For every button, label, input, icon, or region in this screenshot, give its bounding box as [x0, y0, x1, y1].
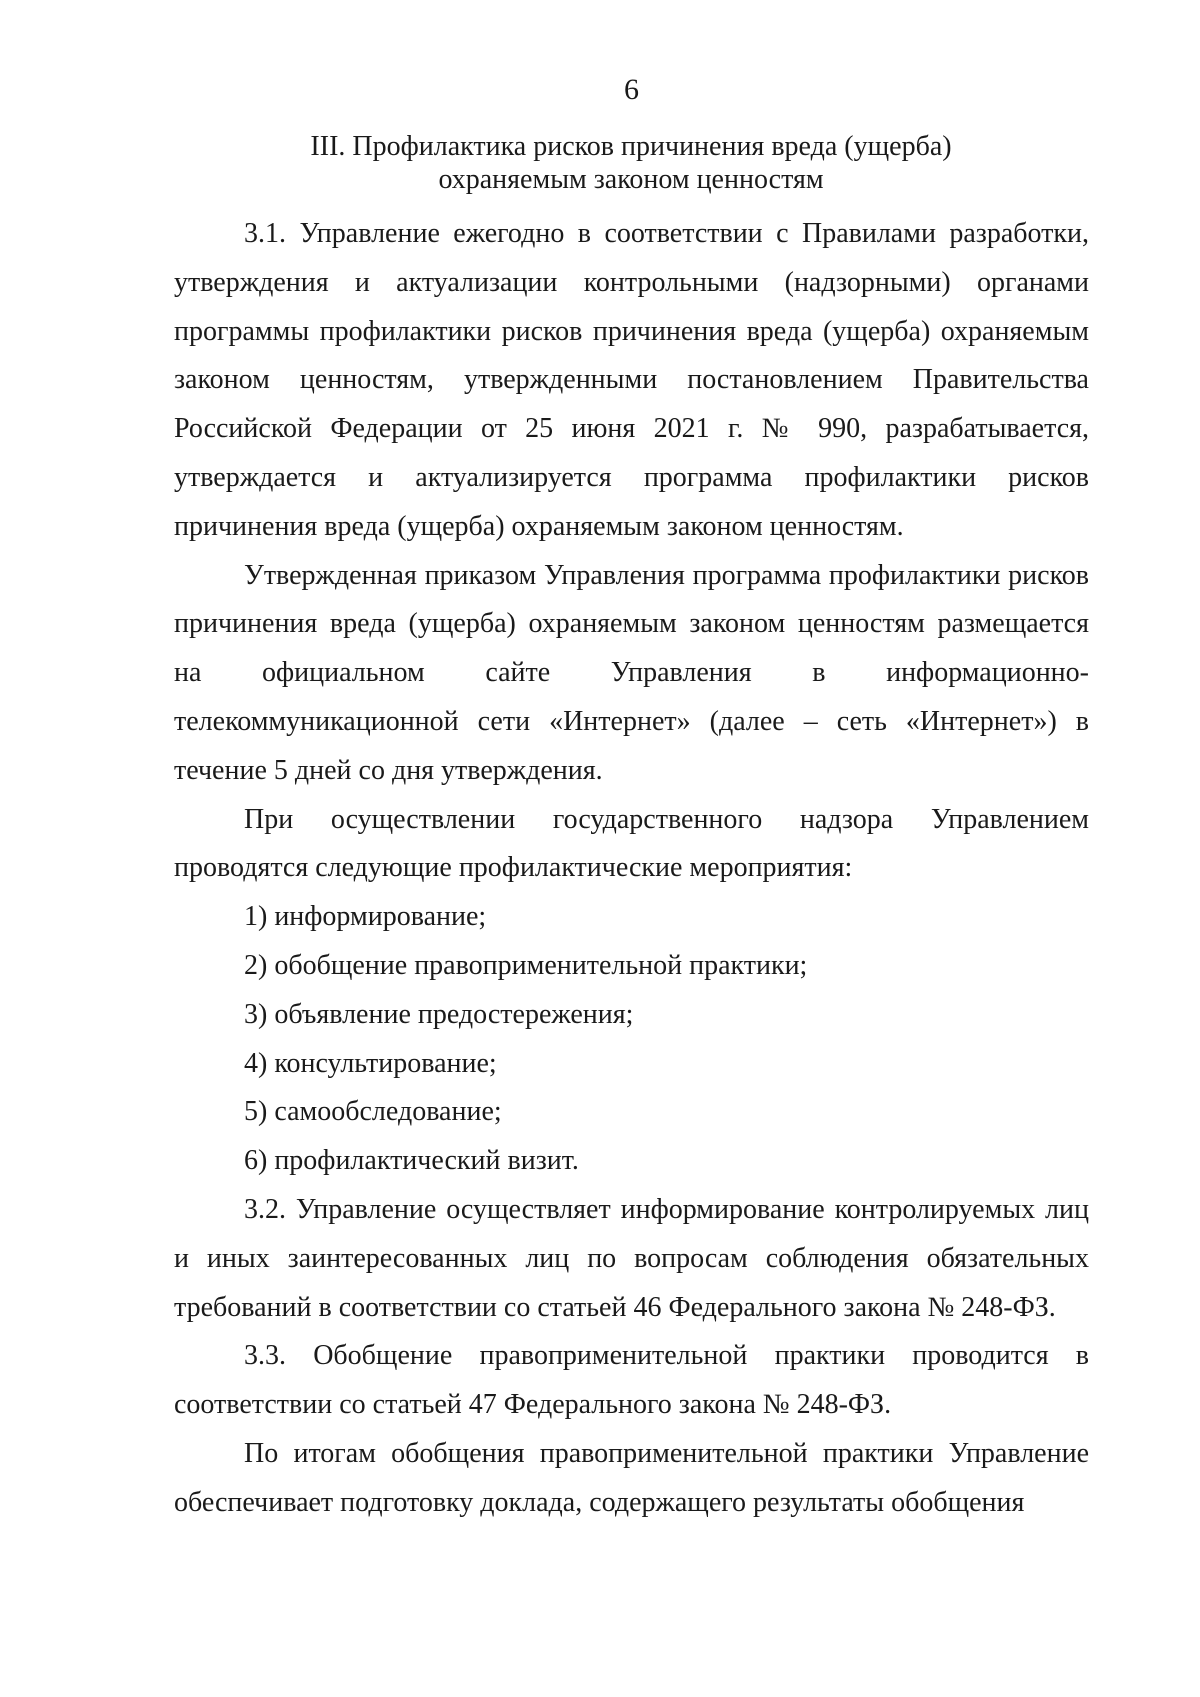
paragraph-3-3: 3.3. Обобщение правоприменительной практики проводится в соответствии со статьей 47 Федерального закона № 248-ФЗ. [174, 1340, 1089, 1421]
paragraph-3-1: 3.1. Управление ежегодно в соответствии с Правилами разработки, утверждения и актуализации контрольными (надзорными) органами программы профилактики рисков причинения вреда (ущерба) охраняемым законом ценностям, утвержденными постановлением Правительства Российской Федерации от 25 июня 2021 г. № 990, разрабатывается, утверждается и актуализируется программа профилактики рисков причинения вреда (ущерба) охраняемым законом ценностям. [174, 218, 1089, 542]
list-item: 1) информирование; [244, 901, 487, 933]
paragraph-preventive-measures-intro: При осуществлении государственного надзора Управлением проводятся следующие профилактические мероприятия: [174, 803, 1089, 884]
paragraph-program-publication: Утвержденная приказом Управления программа профилактики рисков причинения вреда (ущерба) охраняемым законом ценностям размещается на официальном сайте Управления в информационно-телекоммуникационной сети «Интернет» (далее – сеть «Интернет») в течение 5 дней со дня утверждения. [174, 559, 1089, 786]
list-item: 2) обобщение правоприменительной практики; [244, 949, 808, 981]
list-item: 3) объявление предостережения; [244, 998, 634, 1030]
page-number: 6 [624, 73, 639, 106]
list-item: 4) консультирование; [244, 1047, 497, 1079]
section-heading-line-2: охраняемым законом ценностям [438, 164, 824, 195]
list-item: 5) самообследование; [244, 1096, 502, 1128]
section-heading-line-1: III. Профилактика рисков причинения вреда (ущерба) [310, 131, 952, 162]
list-item: 6) профилактический визит. [244, 1145, 579, 1177]
document-body [174, 210, 1089, 1528]
paragraph-3-2: 3.2. Управление осуществляет информирование контролируемых лиц и иных заинтересованных лиц по вопросам соблюдения обязательных требований в соответствии со статьей 46 Федерального закона № 248-ФЗ. [174, 1193, 1089, 1323]
section-heading [172, 130, 1090, 196]
paragraph-generalization-results: По итогам обобщения правоприменительной практики Управление обеспечивает подготовку доклада, содержащего результаты обобщения [174, 1437, 1089, 1518]
